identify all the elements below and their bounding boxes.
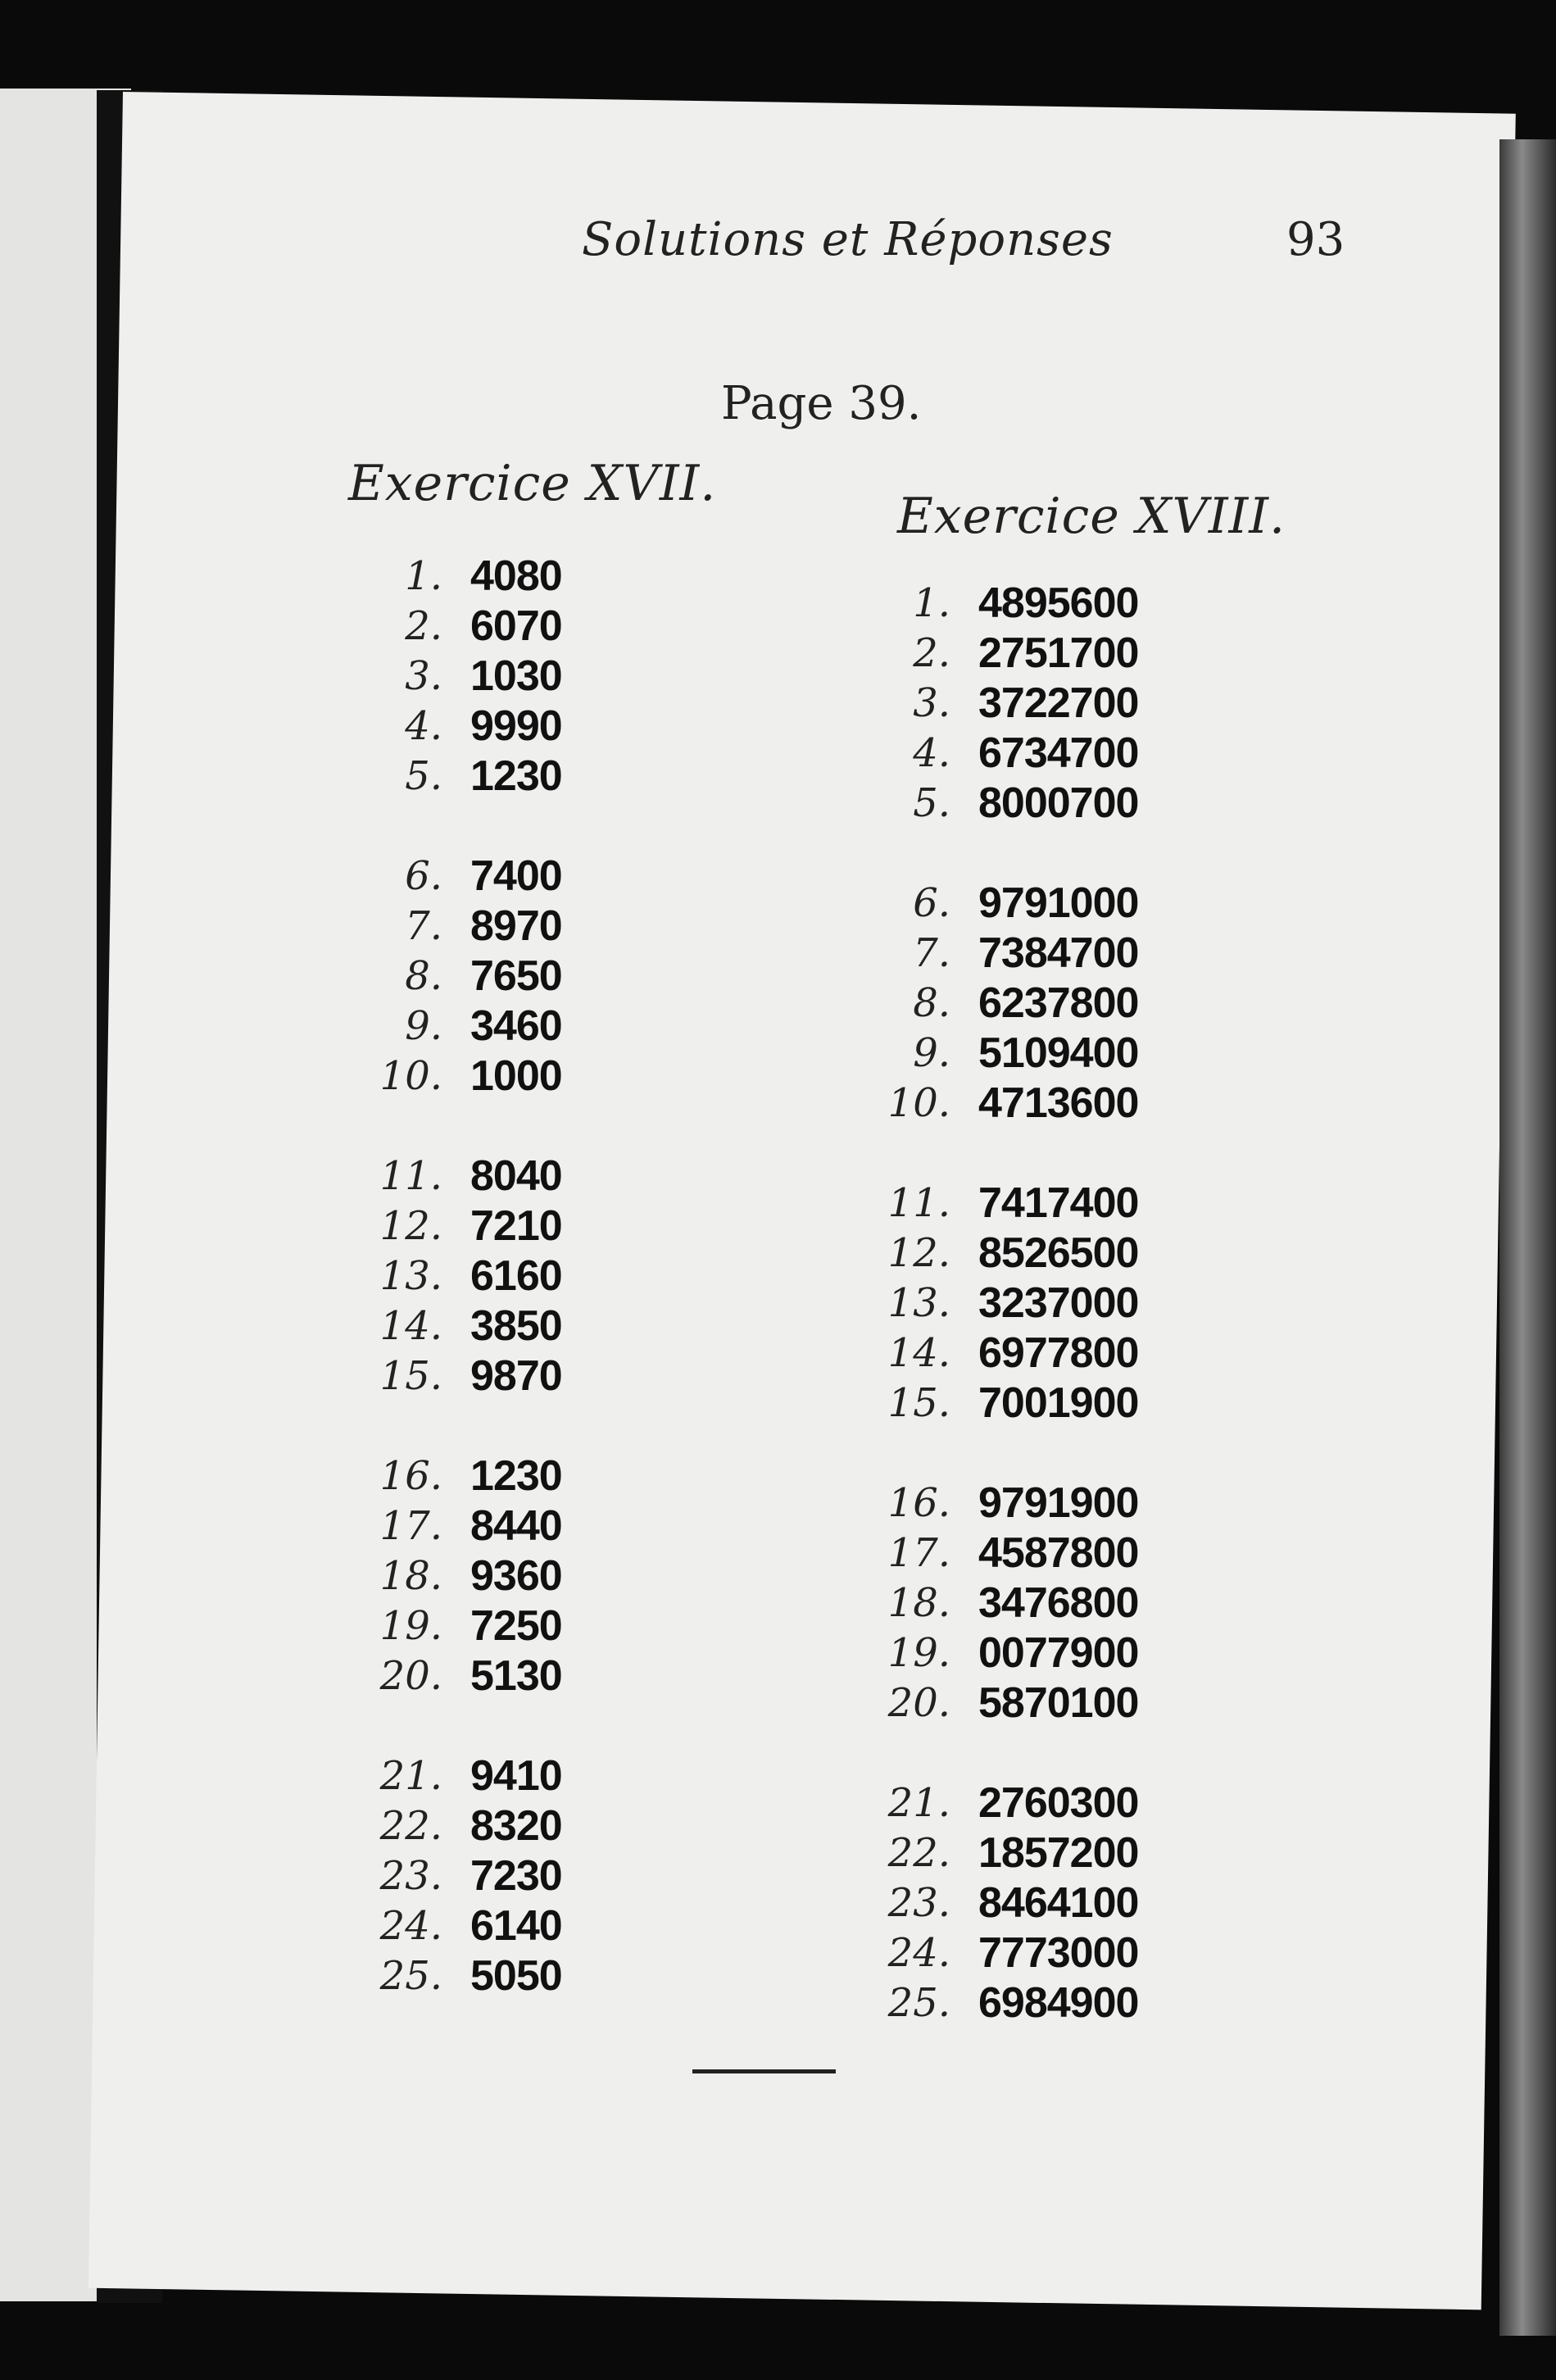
answer-number: 24.: [379, 1902, 442, 1949]
answer-row: [352, 1601, 778, 1651]
page-number: 93: [1286, 213, 1345, 266]
answer-row: [352, 651, 778, 701]
answer-value: 1230: [470, 1451, 562, 1500]
answer-row: [352, 1251, 778, 1301]
answer-value: 9870: [470, 1351, 562, 1400]
answer-row: [352, 1651, 778, 1701]
answer-number: 8.: [405, 952, 442, 999]
answer-value: 5050: [470, 1951, 562, 2000]
answer-value: 6984900: [978, 1978, 1139, 2027]
answer-number: 22.: [379, 1802, 442, 1849]
answer-row: [860, 578, 1286, 628]
answer-number: 21.: [887, 1779, 950, 1826]
page-header: [459, 197, 1345, 266]
answer-row: [860, 928, 1286, 978]
subheading: Page 39.: [721, 377, 922, 430]
answer-value: 6070: [470, 602, 562, 650]
answer-number: 15.: [379, 1352, 442, 1399]
answer-value: 8040: [470, 1151, 562, 1200]
exercise-xviii-title: Exercice XVIII.: [897, 488, 1286, 545]
group-spacer: [860, 828, 1286, 878]
end-rule: [692, 2069, 836, 2073]
answer-row: [352, 1901, 778, 1951]
answer-number: 3.: [405, 652, 442, 699]
answer-row: [860, 1528, 1286, 1578]
answer-row: [860, 978, 1286, 1028]
answer-row: [352, 1051, 778, 1101]
answer-number: 14.: [887, 1329, 950, 1376]
answer-number: 9.: [405, 1002, 442, 1049]
answer-number: 10.: [379, 1052, 442, 1099]
answer-row: [352, 901, 778, 951]
answer-value: 3237000: [978, 1279, 1139, 1327]
group-spacer: [352, 1701, 778, 1751]
answer-value: 6734700: [978, 729, 1139, 777]
answer-value: 7001900: [978, 1378, 1139, 1427]
answer-number: 7.: [405, 902, 442, 949]
exercise-xvii-title: Exercice XVII.: [348, 455, 717, 512]
answer-number: 8.: [913, 979, 950, 1026]
answer-number: 20.: [379, 1652, 442, 1699]
answer-row: [860, 678, 1286, 728]
answer-number: 13.: [887, 1279, 950, 1326]
answer-row: [352, 1751, 778, 1801]
answer-value: 9360: [470, 1551, 562, 1600]
answer-number: 23.: [887, 1879, 950, 1926]
answer-row: [352, 1801, 778, 1851]
group-spacer: [860, 1428, 1286, 1478]
answer-value: 7650: [470, 952, 562, 1000]
exercise-xvii-list: [352, 551, 778, 2001]
answer-value: 1230: [470, 752, 562, 800]
answer-number: 11.: [379, 1152, 442, 1199]
answer-value: 9791000: [978, 879, 1139, 927]
answer-value: 6140: [470, 1901, 562, 1950]
answer-value: 6160: [470, 1251, 562, 1300]
answer-value: 7250: [470, 1601, 562, 1650]
answer-row: [352, 1351, 778, 1401]
answer-value: 7230: [470, 1851, 562, 1900]
answer-value: 6237800: [978, 979, 1139, 1027]
answer-number: 5.: [913, 779, 950, 826]
answer-value: 8320: [470, 1801, 562, 1850]
answer-value: 4895600: [978, 579, 1139, 627]
answer-row: [352, 1201, 778, 1251]
answer-row: [352, 551, 778, 601]
answer-number: 6.: [913, 879, 950, 926]
answer-value: 8440: [470, 1501, 562, 1550]
answer-number: 1.: [913, 579, 950, 626]
answer-number: 1.: [405, 552, 442, 599]
answer-row: [860, 1678, 1286, 1728]
answer-row: [860, 1578, 1286, 1628]
answer-value: 5130: [470, 1651, 562, 1700]
answer-row: [860, 1078, 1286, 1128]
answer-value: 1857200: [978, 1828, 1139, 1877]
answer-number: 15.: [887, 1379, 950, 1426]
answer-value: 2751700: [978, 629, 1139, 677]
answer-value: 3476800: [978, 1578, 1139, 1627]
answer-value: 1030: [470, 652, 562, 700]
running-title: Solutions et Réponses: [582, 213, 1114, 266]
answer-number: 11.: [887, 1179, 950, 1226]
answer-value: 7400: [470, 852, 562, 900]
answer-number: 21.: [379, 1752, 442, 1799]
group-spacer: [860, 1128, 1286, 1178]
answer-number: 16.: [379, 1452, 442, 1499]
answer-number: 20.: [887, 1679, 950, 1726]
answer-number: 4.: [405, 702, 442, 749]
answer-number: 17.: [379, 1502, 442, 1549]
answer-number: 9.: [913, 1029, 950, 1076]
answer-row: [860, 1778, 1286, 1828]
answer-row: [860, 1978, 1286, 2028]
answer-row: [352, 1501, 778, 1551]
answer-value: 8970: [470, 902, 562, 950]
answer-row: [860, 628, 1286, 678]
answer-value: 4713600: [978, 1079, 1139, 1127]
answer-number: 24.: [887, 1929, 950, 1976]
answer-number: 16.: [887, 1479, 950, 1526]
answer-value: 4080: [470, 552, 562, 600]
answer-number: 13.: [379, 1252, 442, 1299]
answer-value: 8000700: [978, 779, 1139, 827]
answer-number: 12.: [379, 1202, 442, 1249]
answer-number: 7.: [913, 929, 950, 976]
answer-number: 17.: [887, 1529, 950, 1576]
answer-row: [860, 1228, 1286, 1278]
answer-value: 8526500: [978, 1229, 1139, 1277]
answer-number: 14.: [379, 1302, 442, 1349]
answer-row: [352, 951, 778, 1001]
answer-number: 4.: [913, 729, 950, 776]
answer-number: 19.: [379, 1602, 442, 1649]
exercise-xviii-list: [860, 578, 1286, 2028]
answer-value: 2760300: [978, 1778, 1139, 1827]
answer-value: 7773000: [978, 1928, 1139, 1977]
answer-row: [352, 1151, 778, 1201]
answer-value: 3722700: [978, 679, 1139, 727]
answer-value: 9990: [470, 702, 562, 750]
answer-number: 5.: [405, 752, 442, 799]
answer-value: 3460: [470, 1002, 562, 1050]
answer-row: [352, 1851, 778, 1901]
answer-row: [860, 1478, 1286, 1528]
answer-value: 1000: [470, 1051, 562, 1100]
answer-number: 23.: [379, 1852, 442, 1899]
answer-row: [860, 728, 1286, 778]
answer-value: 4587800: [978, 1528, 1139, 1577]
answer-row: [860, 1278, 1286, 1328]
answer-value: 3850: [470, 1301, 562, 1350]
answer-row: [352, 1001, 778, 1051]
answer-row: [860, 1178, 1286, 1228]
answer-row: [352, 601, 778, 651]
group-spacer: [352, 801, 778, 851]
answer-number: 2.: [913, 629, 950, 676]
answer-row: [860, 1878, 1286, 1928]
answer-number: 19.: [887, 1629, 950, 1676]
answer-value: 7210: [470, 1201, 562, 1250]
answer-number: 22.: [887, 1829, 950, 1876]
answer-row: [860, 1028, 1286, 1078]
answer-number: 25.: [379, 1952, 442, 1999]
answer-value: 9410: [470, 1751, 562, 1800]
group-spacer: [352, 1401, 778, 1451]
answer-row: [352, 1951, 778, 2001]
answer-number: 18.: [887, 1579, 950, 1626]
answer-row: [860, 778, 1286, 828]
answer-number: 10.: [887, 1079, 950, 1126]
answer-row: [352, 701, 778, 751]
answer-row: [352, 1551, 778, 1601]
answer-row: [860, 1828, 1286, 1878]
answer-number: 25.: [887, 1979, 950, 2026]
answer-value: 8464100: [978, 1878, 1139, 1927]
answer-row: [860, 878, 1286, 928]
answer-value: 0077900: [978, 1628, 1139, 1677]
answer-number: 2.: [405, 602, 442, 649]
answer-number: 3.: [913, 679, 950, 726]
answer-row: [860, 1928, 1286, 1978]
answer-value: 7384700: [978, 929, 1139, 977]
answer-row: [860, 1628, 1286, 1678]
answer-row: [860, 1328, 1286, 1378]
answer-value: 9791900: [978, 1478, 1139, 1527]
answer-number: 6.: [405, 852, 442, 899]
answer-value: 5870100: [978, 1678, 1139, 1727]
answer-row: [352, 1451, 778, 1501]
answer-value: 6977800: [978, 1329, 1139, 1377]
answer-row: [352, 1301, 778, 1351]
answer-row: [352, 751, 778, 801]
group-spacer: [352, 1101, 778, 1151]
page-stack-edge: [1499, 139, 1556, 2336]
answer-value: 5109400: [978, 1029, 1139, 1077]
answer-number: 12.: [887, 1229, 950, 1276]
answer-value: 7417400: [978, 1179, 1139, 1227]
answer-row: [352, 851, 778, 901]
answer-number: 18.: [379, 1552, 442, 1599]
answer-row: [860, 1378, 1286, 1428]
group-spacer: [860, 1728, 1286, 1778]
